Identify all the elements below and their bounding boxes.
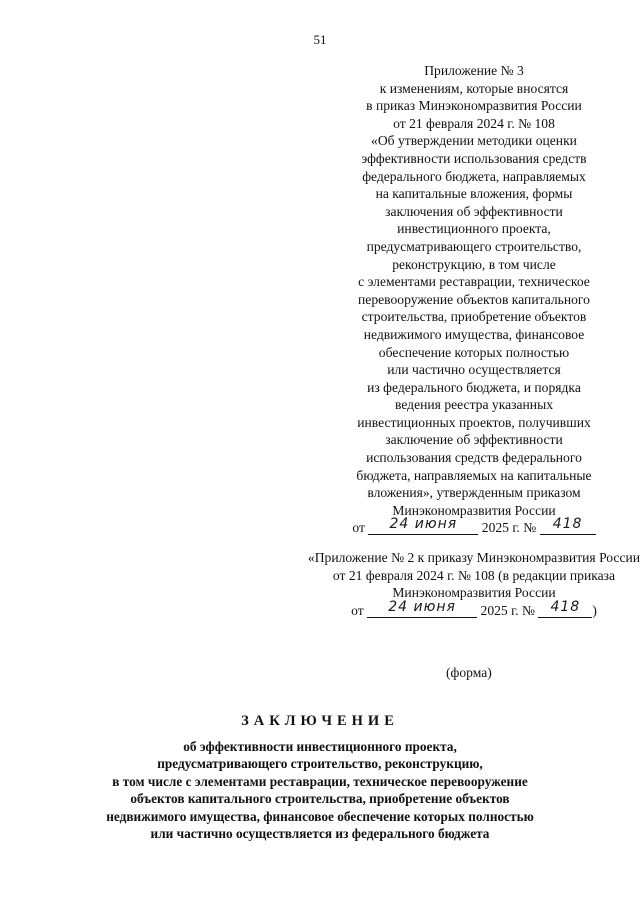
appendix-line: эффективности использования средств: [361, 150, 587, 166]
subtitle-line: предусматривающего строительство, реконструкцию,: [157, 756, 483, 772]
appendix-line: на капитальные вложения, формы: [375, 186, 573, 202]
appendix-line: предусматривающего строительство,: [366, 238, 582, 254]
appendix-line: заключения об эффективности: [385, 203, 563, 219]
appendix-line: с элементами реставрации, техническое: [358, 274, 590, 290]
appendix-line: строительства, приобретение объектов: [361, 309, 587, 325]
appendix-line: инвестиционного проекта,: [397, 221, 551, 237]
date-blank: [367, 598, 477, 618]
appendix-2-header: [300, 549, 640, 619]
date-blank: [368, 516, 478, 535]
subtitle-line: в том числе с элементами реставрации, техническое перевооружение: [112, 773, 528, 789]
handwritten-number: 418: [550, 598, 581, 615]
appendix-3-header: [300, 62, 640, 537]
appendix-line: или частично осуществляется: [387, 362, 561, 378]
handwritten-date: 24 июня: [389, 516, 458, 533]
appendix-line: из федерального бюджета, и порядка: [367, 379, 581, 395]
appendix-line: вложения», утвержденным приказом: [367, 485, 581, 501]
date-prefix: от: [352, 520, 365, 536]
appendix-line: к изменениям, которые вносятся: [379, 80, 569, 96]
document-subtitle: [80, 738, 560, 842]
year-number-label: 2025 г. №: [481, 520, 537, 536]
appendix-line: перевооружение объектов капитального: [358, 291, 590, 307]
date-prefix: от: [351, 602, 364, 618]
order-date-line: [300, 516, 640, 537]
number-blank: [540, 516, 596, 535]
appendix-line: использования средств федерального: [366, 450, 582, 466]
appendix2-line: от 21 февраля 2024 г. № 108 (в редакции: [332, 567, 567, 583]
appendix-line: обеспечение которых полностью: [378, 344, 570, 360]
handwritten-date: 24 июня: [388, 598, 456, 615]
appendix-line: реконструкцию, в том числе: [392, 256, 556, 272]
closing-paren: ): [592, 602, 597, 618]
appendix-line: «Об утверждении методики оценки: [371, 133, 577, 149]
order-date-line: [300, 598, 640, 620]
document-title: ЗАКЛЮЧЕНИЕ: [241, 713, 399, 729]
subtitle-line: об эффективности инвестиционного проекта,: [183, 739, 457, 754]
form-label: (форма): [446, 665, 492, 680]
appendix-line: бюджета, направляемых на капитальные: [356, 467, 592, 483]
appendix-line: федерального бюджета, направляемых: [362, 168, 586, 184]
appendix-line: ведения реестра указанных: [394, 397, 554, 413]
subtitle-line: недвижимого имущества, финансовое обеспечение которых полностью: [106, 808, 534, 824]
appendix-line: от 21 февраля 2024 г. № 108: [393, 115, 555, 131]
appendix-line: недвижимого имущества, финансовое: [363, 326, 585, 342]
number-blank: [538, 598, 592, 618]
appendix-line: в приказ Минэкономразвития России: [366, 98, 582, 114]
year-number-label: 2025 г. №: [480, 602, 535, 618]
appendix-line: Минэкономразвития России: [392, 502, 556, 518]
appendix2-line: приказа Минэкономразвития России: [392, 567, 616, 601]
handwritten-number: 418: [552, 516, 583, 533]
appendix-line: Приложение № 3: [424, 63, 524, 78]
appendix2-line: «Приложение № 2: [307, 550, 415, 565]
subtitle-line: объектов капитального строительства, приобретение объектов: [130, 791, 510, 807]
appendix-line: заключение об эффективности: [385, 432, 563, 448]
appendix-line: инвестиционных проектов, получивших: [357, 414, 591, 430]
appendix2-line: к приказу Минэкономразвития России: [417, 550, 640, 565]
subtitle-line: или частично осуществляется из федерального бюджета: [150, 826, 490, 842]
page-number: 51: [313, 32, 327, 47]
